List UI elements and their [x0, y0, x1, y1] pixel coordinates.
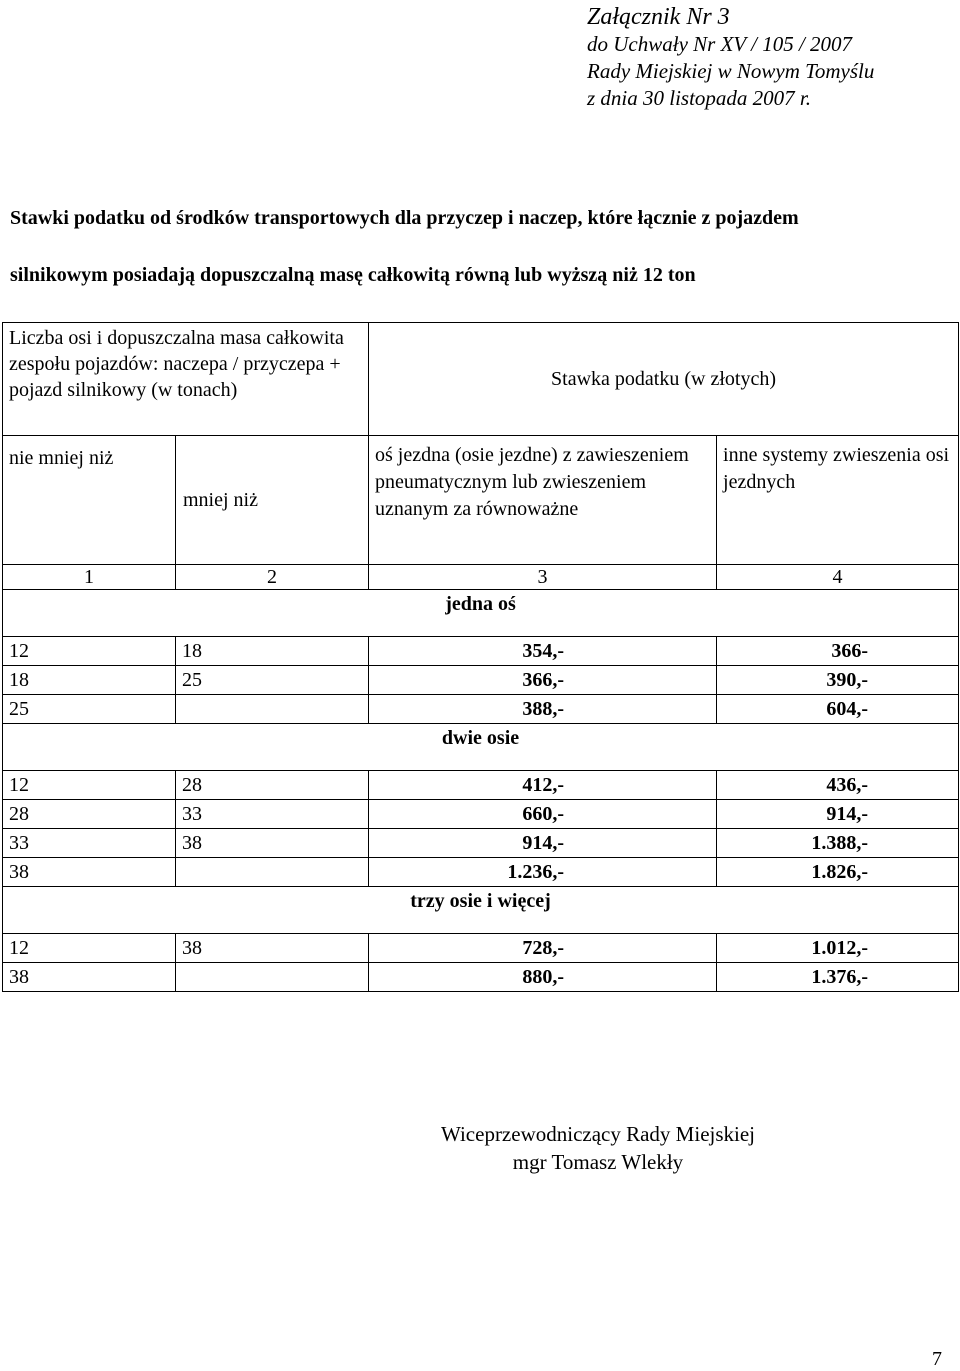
cell-less-than: 33: [176, 800, 369, 829]
heading-line-2: silnikowym posiadają dopuszczalną masę całkowitą równą lub wyższą niż 12 ton: [10, 264, 696, 286]
cell-rate-other: 436,-: [717, 771, 959, 800]
cell-not-less-than: 18: [3, 666, 176, 695]
section-title: trzy osie i więcej: [3, 887, 959, 934]
section-title-row: [3, 590, 959, 637]
tax-rates-table: [2, 322, 959, 992]
cell-rate-pneumatic: 914,-: [369, 829, 717, 858]
cell-not-less-than: 28: [3, 800, 176, 829]
cell-rate-other: 604,-: [717, 695, 959, 724]
table-row: [3, 963, 959, 992]
cell-less-than: 38: [176, 934, 369, 963]
attachment-date: z dnia 30 listopada 2007 r.: [587, 86, 812, 110]
subheader-less-than: mniej niż: [176, 436, 369, 565]
table-row: [3, 771, 959, 800]
subheader-other-suspension: inne systemy zwieszenia osi jezdnych: [717, 436, 959, 565]
section-title: dwie osie: [3, 724, 959, 771]
table-row: [3, 637, 959, 666]
column-number-3: 3: [369, 565, 717, 590]
attachment-resolution: do Uchwały Nr XV / 105 / 2007: [587, 32, 853, 56]
table-row: [3, 666, 959, 695]
heading-line-1: Stawki podatku od środków transportowych dla przyczep i naczep, które łącznie z pojazdem: [10, 207, 799, 229]
column-number-4: 4: [717, 565, 959, 590]
signature-name: mgr Tomasz Wlekły: [512, 1150, 684, 1174]
section-title-row: [3, 724, 959, 771]
cell-rate-pneumatic: 728,-: [369, 934, 717, 963]
cell-not-less-than: 12: [3, 934, 176, 963]
cell-rate-pneumatic: 354,-: [369, 637, 717, 666]
cell-rate-other: 1.826,-: [717, 858, 959, 887]
cell-rate-other: 1.376,-: [717, 963, 959, 992]
section-title: jedna oś: [3, 590, 959, 637]
document-heading: [10, 190, 950, 304]
cell-rate-pneumatic: 388,-: [369, 695, 717, 724]
cell-less-than: 25: [176, 666, 369, 695]
cell-rate-other: 1.388,-: [717, 829, 959, 858]
cell-rate-pneumatic: 880,-: [369, 963, 717, 992]
column-number-row: [3, 565, 959, 590]
attachment-council: Rady Miejskiej w Nowym Tomyślu: [587, 59, 875, 83]
page-number: 7: [932, 1348, 942, 1370]
subheader-not-less-than: nie mniej niż: [3, 436, 176, 565]
column-number-1: 1: [3, 565, 176, 590]
attachment-title: Załącznik Nr 3: [587, 4, 730, 30]
table-subheader-row: [3, 436, 959, 565]
cell-not-less-than: 38: [3, 963, 176, 992]
section-title-row: [3, 887, 959, 934]
cell-less-than: [176, 858, 369, 887]
cell-rate-other: 914,-: [717, 800, 959, 829]
table-row: [3, 800, 959, 829]
cell-rate-other: 390,-: [717, 666, 959, 695]
attachment-header: [587, 4, 874, 112]
cell-less-than: 18: [176, 637, 369, 666]
cell-not-less-than: 25: [3, 695, 176, 724]
cell-rate-other: 1.012,-: [717, 934, 959, 963]
cell-not-less-than: 12: [3, 637, 176, 666]
cell-rate-pneumatic: 660,-: [369, 800, 717, 829]
signature-block: [420, 1120, 776, 1176]
table-row: [3, 858, 959, 887]
cell-rate-pneumatic: 412,-: [369, 771, 717, 800]
cell-less-than: 28: [176, 771, 369, 800]
cell-less-than: 38: [176, 829, 369, 858]
table-row: [3, 934, 959, 963]
cell-less-than: [176, 695, 369, 724]
cell-rate-other: 366-: [717, 637, 959, 666]
signature-title: Wiceprzewodniczący Rady Miejskiej: [440, 1122, 756, 1146]
table-header-row: [3, 323, 959, 436]
cell-not-less-than: 38: [3, 858, 176, 887]
header-axles-mass: Liczba osi i dopuszczalna masa całkowita zespołu pojazdów: naczepa / przyczepa + pojazd silnikowy (w tonach): [3, 323, 369, 436]
column-number-2: 2: [176, 565, 369, 590]
cell-rate-pneumatic: 366,-: [369, 666, 717, 695]
table-row: [3, 695, 959, 724]
cell-less-than: [176, 963, 369, 992]
cell-rate-pneumatic: 1.236,-: [369, 858, 717, 887]
header-tax-rate: Stawka podatku (w złotych): [369, 323, 959, 436]
table-row: [3, 829, 959, 858]
subheader-pneumatic-suspension: oś jezdna (osie jezdne) z zawieszeniem pneumatycznym lub zwieszeniem uznanym za równoważne: [369, 436, 717, 565]
cell-not-less-than: 33: [3, 829, 176, 858]
cell-not-less-than: 12: [3, 771, 176, 800]
